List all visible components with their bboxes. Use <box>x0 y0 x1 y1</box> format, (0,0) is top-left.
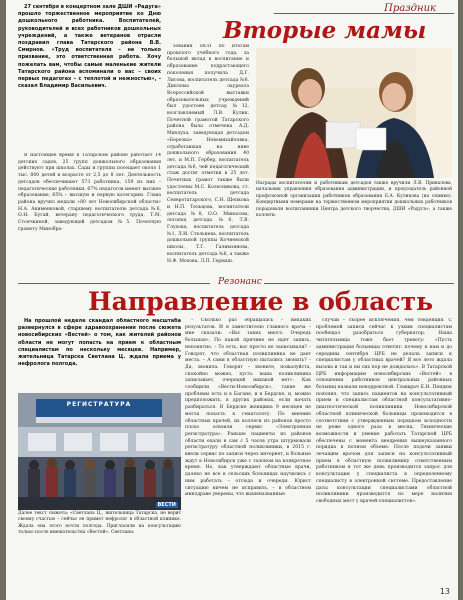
lead-text: 27 сентября в концертном зале ДШИ «Радуга» прошло торжественное мероприятие ко Дню дошкольного работника. Воспитателей, руководителей и всех работников дошкольных учреждений, а также ветеранов отрасли поздравил глава Татарского района В.В. Смирнов. «Труд воспитателя – не только призвание, это ответственная работа. Хочу пожелать вам, чтобы самые маленькие жители Татарского района вспоминали о вас – своих первых педагогах – с теплотой и нежностью», - сказал Владимир Васильевич. <box>18 4 161 90</box>
lobby-illustration <box>18 393 181 510</box>
hospital-lobby-photo <box>18 393 181 510</box>
article-title-direction: Направление в область <box>88 287 434 316</box>
column-2-text: зования НСО по итогам прошлого учебного года, за большой вклад в воспитание и образование подрастающего поколения получила Д.Г. Лисова, воспитатель детсада №6. Диплома лауреата Всероссийской выставки образовательных учреждений был удостоен детсад №12, возглавляемый Л.В. Кулик. Почетной грамотой Татарского района была отмечена А.Д. Михлуха, заведующая детсадом «Березка» Новомихайловка, отработавшая на ниве дошкольного образования 40 лет, и М.П. Гербер, воспитатель детсада №6, чей педагогический стаж достиг отметки в 25 лет. Почетных грамот также были удостоены М.С. Колесникова, ст. воспитатель детсада Северотатарского, С.Н. Щепкова и Н.П. Тельцова, воспитатели детсада №8, О.О. Минасова, логопед детсада №6, Т.В. Глухова, воспитатель детсада №1, Л.И. Стельнева, воспитатель дошкольной группы Кочневской школы, Т.Г. Галимзянова, воспитатель детсада №6, а также Н.Ф. Мохова, Л.П. Гермаш. <box>167 44 249 264</box>
lead-text-bottom: На прошлой неделе скандал областного масштаба развернулся в сфере здравоохранения после сюжета новосибирских «Вестей» о том, как жителей районов области не могут попасть на прием к областным специалистам по нескольку месяцев. Например, жительница Татарска Светлана Ц. ждала приема у нефролога полгода. <box>18 318 181 368</box>
news-brand-logo: ВЕСТИ <box>157 502 176 508</box>
lead-paragraph-bottom <box>18 318 181 390</box>
column-3-bottom <box>316 318 452 584</box>
lead-paragraph-top <box>18 4 161 152</box>
photo-caption-bottom: Далее текст сюжета: «Светлана Ц., жительница Татарска, не верит своему счастью – сейчас ее примет нефролог в областной клинике. Ждала она этого почти полгода. Пригласили на консультацию только после вмешательства «Вестей». Светлана: <box>18 511 181 536</box>
resonance-rule-left <box>18 283 210 284</box>
column-2-top <box>167 44 249 287</box>
column-1-top <box>18 153 161 287</box>
header-rule <box>274 13 454 14</box>
column-2-bottom <box>185 318 311 594</box>
article-title-mothers: Вторые мамы <box>223 17 427 44</box>
section-tag-resonance: Резонанс <box>218 277 262 287</box>
section-tag-holiday: Праздник <box>384 3 436 14</box>
registry-sign: РЕГИСТРАТУРА <box>66 401 132 408</box>
newspaper-page <box>6 0 458 600</box>
column-2-bottom-text: – Сколько раз обращалась – никаких результатов. И в заместителю главного врача – мне сказали: «Вас таких много. Очередь большая». По какой причине не идет запись, непонятно. – То есть, вас просто не записывали? – Говорят, что областная поликлиника не дает места. – А сами в областную пытались звонить? – Да, звонила. Говорят – звоните, пожалуйста, спокойно можно, пусть ваша поликлиника записывает, очередей никакой нет». Как сообщили «Вести-Новосибирск», такие же проблемы есть и в Баганe, и в Бердске, и, можно предположить, в других районах, если начать разбираться. В Бердске женщина 9 месяцев не могла попасть к гематологу. По мнению областных врачей, их коллеги из районов просто плохо освоили сервис «Электронная регистратура». Раньше пациенты из районов области ехали в сам с 5 часов утра штурмовали регистратуру областной поликлиники, в 2015 г. ввели сервис по записи через интернет, и больные ждут в Новосибирск уже с талоном на конкретное время. Но, как утверждают областные врачи, далеко не все в сельских больницах научились с ним работать – отсюда и очереди. Юрист ситуацию ничем не исправить, – в областном минздраве уверены, что вышеназванные <box>185 318 311 498</box>
awards-photo <box>256 48 452 178</box>
awards-photo-illustration <box>256 48 452 178</box>
page-number: 13 <box>439 587 450 596</box>
resonance-rule-right <box>264 283 454 284</box>
column-3-bottom-text: случаи – скорее исключения, чем тенденция. С проблемой записи сейчас к узким специалистам пообещал разобраться губернатор. Наша читательница тоже бьет тревогу: «Пусть администрация больницы ответит: почему к нам и до середины сентября ЦРБ не делала записи к специалистам у областных врачей? Я все лето ждала вызова и так и ни сих пор не дождалась». В Татарской ЦРБ информацию новосибирских «Вестей» в отношении работников центральных районных больниц назвали некорректной. Главврач Е.Н. Пендюк пояснил, что запись пациентов на консультативный прием к специалистам областной консультативно-диагностической поликлиники Новосибирской областной клинической больницы производится в соответствии с утвержденным порядком исходности не реже одного раза в месяц. Технические возможности и умение работать Татарской ЦРБ обеспечены с момента внедрения вышеуказанного порядка в полном объеме. После подачи заявки лечащим врачом для записи на консультативный прием в областную поликлинику ответственным работником в тот же день производится запрос для консультации у специалиста к определенному специалисту в электронной системе. Предоставление даты консультации специалистами областной поликлиники производится по мере наличия свободных мест у врачей-специалистов». <box>316 318 452 504</box>
column-1-text: В настоящее время в Татарском районе работает 14 детских садов, 25 групп дошкольного образования действуют при школах. Сады и группы посещает около 1 тыс. 800 детей в возрасте от 2,5 до 8 лет. Деятельность детсадов обеспечивают 573 работника, 159 из них – педагогические работники, 67% педагогов имеют высшее образование, 65% – высшую и первую категорию. Глава района вручил медали «80 лет Новосибирской области» Н.А. Акименковой, старшему воспитателю детсада №6, О.Н. Бугай, ветерану педагогического труда, Т.М. Стоячкиной, заведующей детсадом №5. Почетную грамоту Минобра- <box>18 153 161 232</box>
photo-caption-top: Награды воспитателям и работникам детсадов также вручили Л.В. Привалова, начальник управления образования администрации, и председатель районной профсоюзной организации работников образования Е.А. Куликова (на снимке). Концертными номерами на торжественном мероприятии дошкольных работников порадовали воспитанники Центра детского творчества, ДШИ «Радуга», а также коллеги. <box>256 181 452 219</box>
